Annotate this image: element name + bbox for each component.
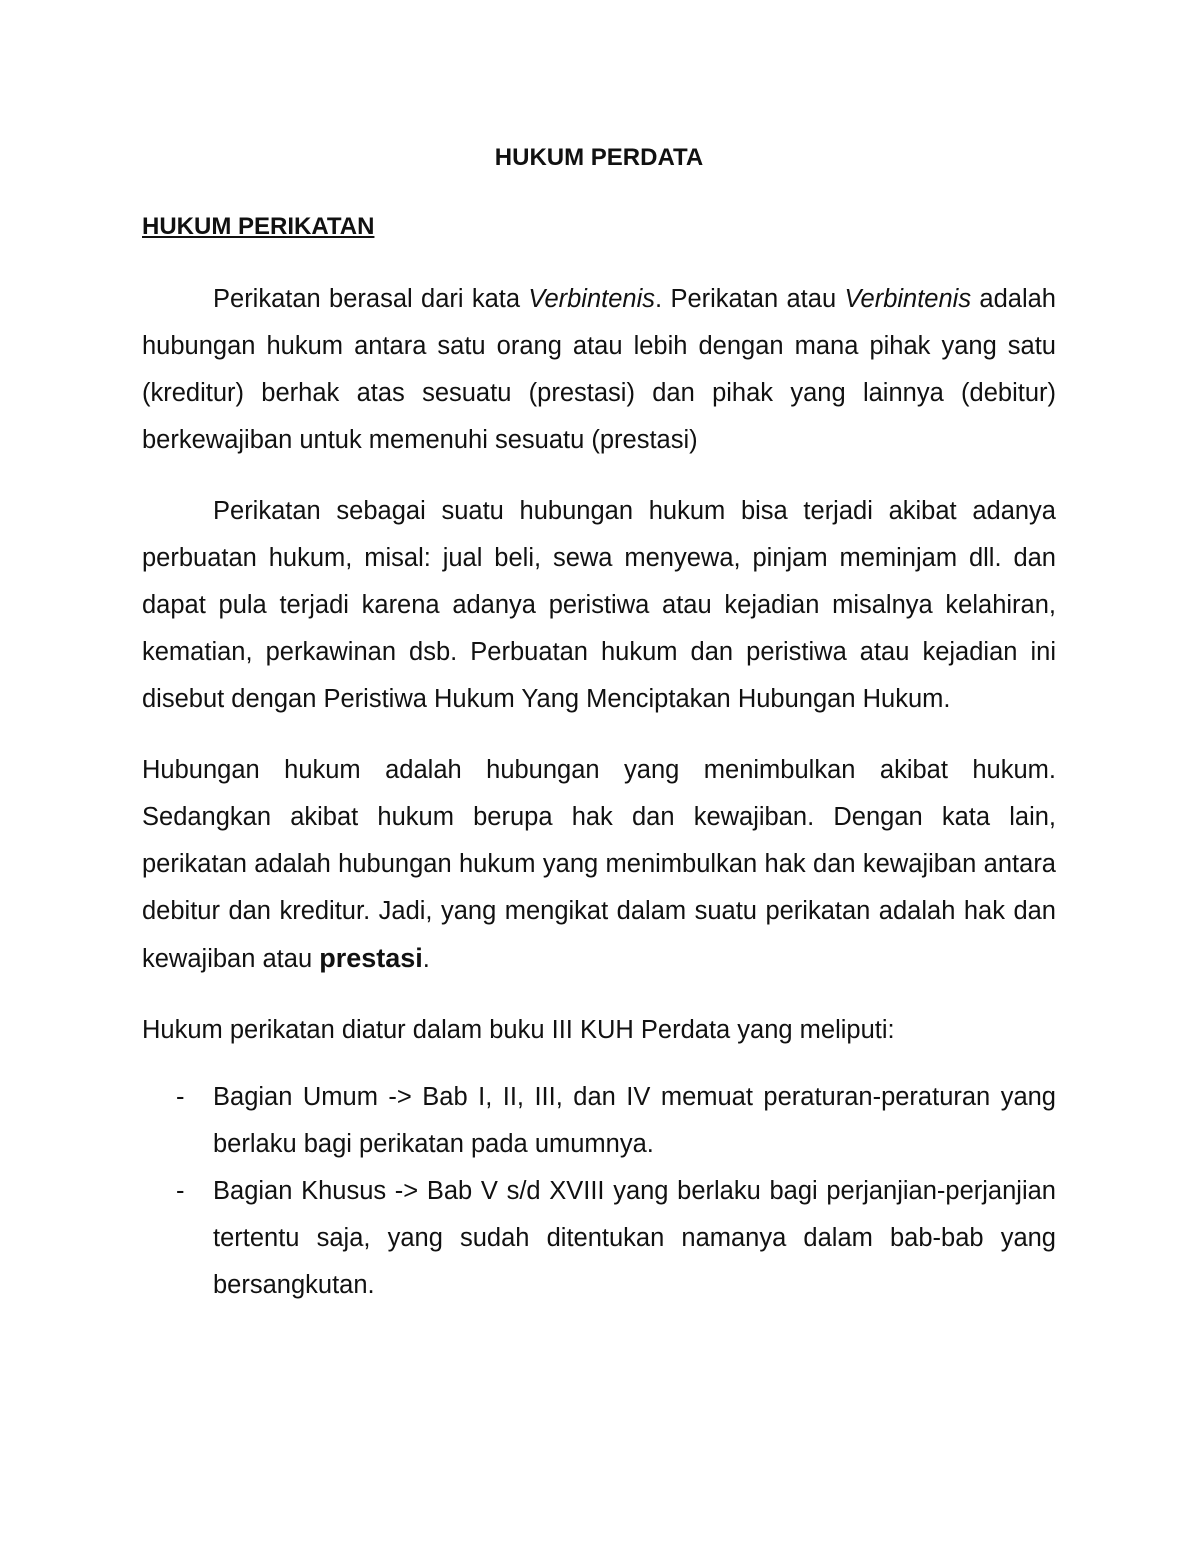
bold-term: prestasi <box>319 943 423 973</box>
list-item <box>142 1074 1056 1168</box>
paragraph-text: . <box>422 945 430 973</box>
italic-term: Verbintenis <box>528 285 656 313</box>
list-item <box>142 1168 1056 1309</box>
paragraph-legal-relation <box>142 747 1056 983</box>
document-page <box>142 140 1056 1309</box>
list-marker: - <box>176 1083 185 1111</box>
section-heading: HUKUM PERIKATAN <box>142 213 375 240</box>
paragraph-text: . Perikatan atau <box>655 285 845 313</box>
list-item-text: Bagian Umum -> Bab I, II, III, dan IV memuat peraturan-peraturan yang berlaku bagi perikatan pada umumnya. <box>213 1083 1056 1158</box>
document-title: HUKUM PERDATA <box>494 144 704 171</box>
italic-term: Verbintenis <box>844 285 972 313</box>
paragraph-text: Perikatan berasal dari kata <box>213 285 529 313</box>
list-item-text: Bagian Khusus -> Bab V s/d XVIII yang berlaku bagi perjanjian-perjanjian tertentu saja, yang sudah ditentukan namanya dalam bab-bab yang bersangkutan. <box>213 1177 1056 1299</box>
paragraph-definition <box>142 276 1056 464</box>
paragraph-regulation: Hukum perikatan diatur dalam buku III KUH Perdata yang meliputi: <box>142 1016 895 1044</box>
regulation-list <box>142 1074 1056 1309</box>
list-marker: - <box>176 1177 185 1205</box>
paragraph-text: adalah hubungan hukum antara satu orang atau lebih dengan mana pihak yang satu (kreditur) berhak atas sesuatu (prestasi) dan pihak yang lainnya (debitur) berkewajiban untuk memenuhi sesuatu (prestasi) <box>142 285 1056 454</box>
paragraph-origin: Perikatan sebagai suatu hubungan hukum bisa terjadi akibat adanya perbuatan hukum, misal: jual beli, sewa menyewa, pinjam meminjam dll. dan dapat pula terjadi karena adanya peristiwa atau kejadian misalnya kelahiran, kematian, perkawinan dsb. Perbuatan hukum dan peristiwa atau kejadian ini disebut dengan Peristiwa Hukum Yang Menciptakan Hubungan Hukum. <box>142 497 1056 713</box>
paragraph-text: Hubungan hukum adalah hubungan yang menimbulkan akibat hukum. Sedangkan akibat hukum berupa hak dan kewajiban. Dengan kata lain, perikatan adalah hubungan hukum yang menimbulkan hak dan kewajiban antara debitur dan kreditur. Jadi, yang mengikat dalam suatu perikatan adalah hak dan kewajiban atau <box>142 756 1056 973</box>
